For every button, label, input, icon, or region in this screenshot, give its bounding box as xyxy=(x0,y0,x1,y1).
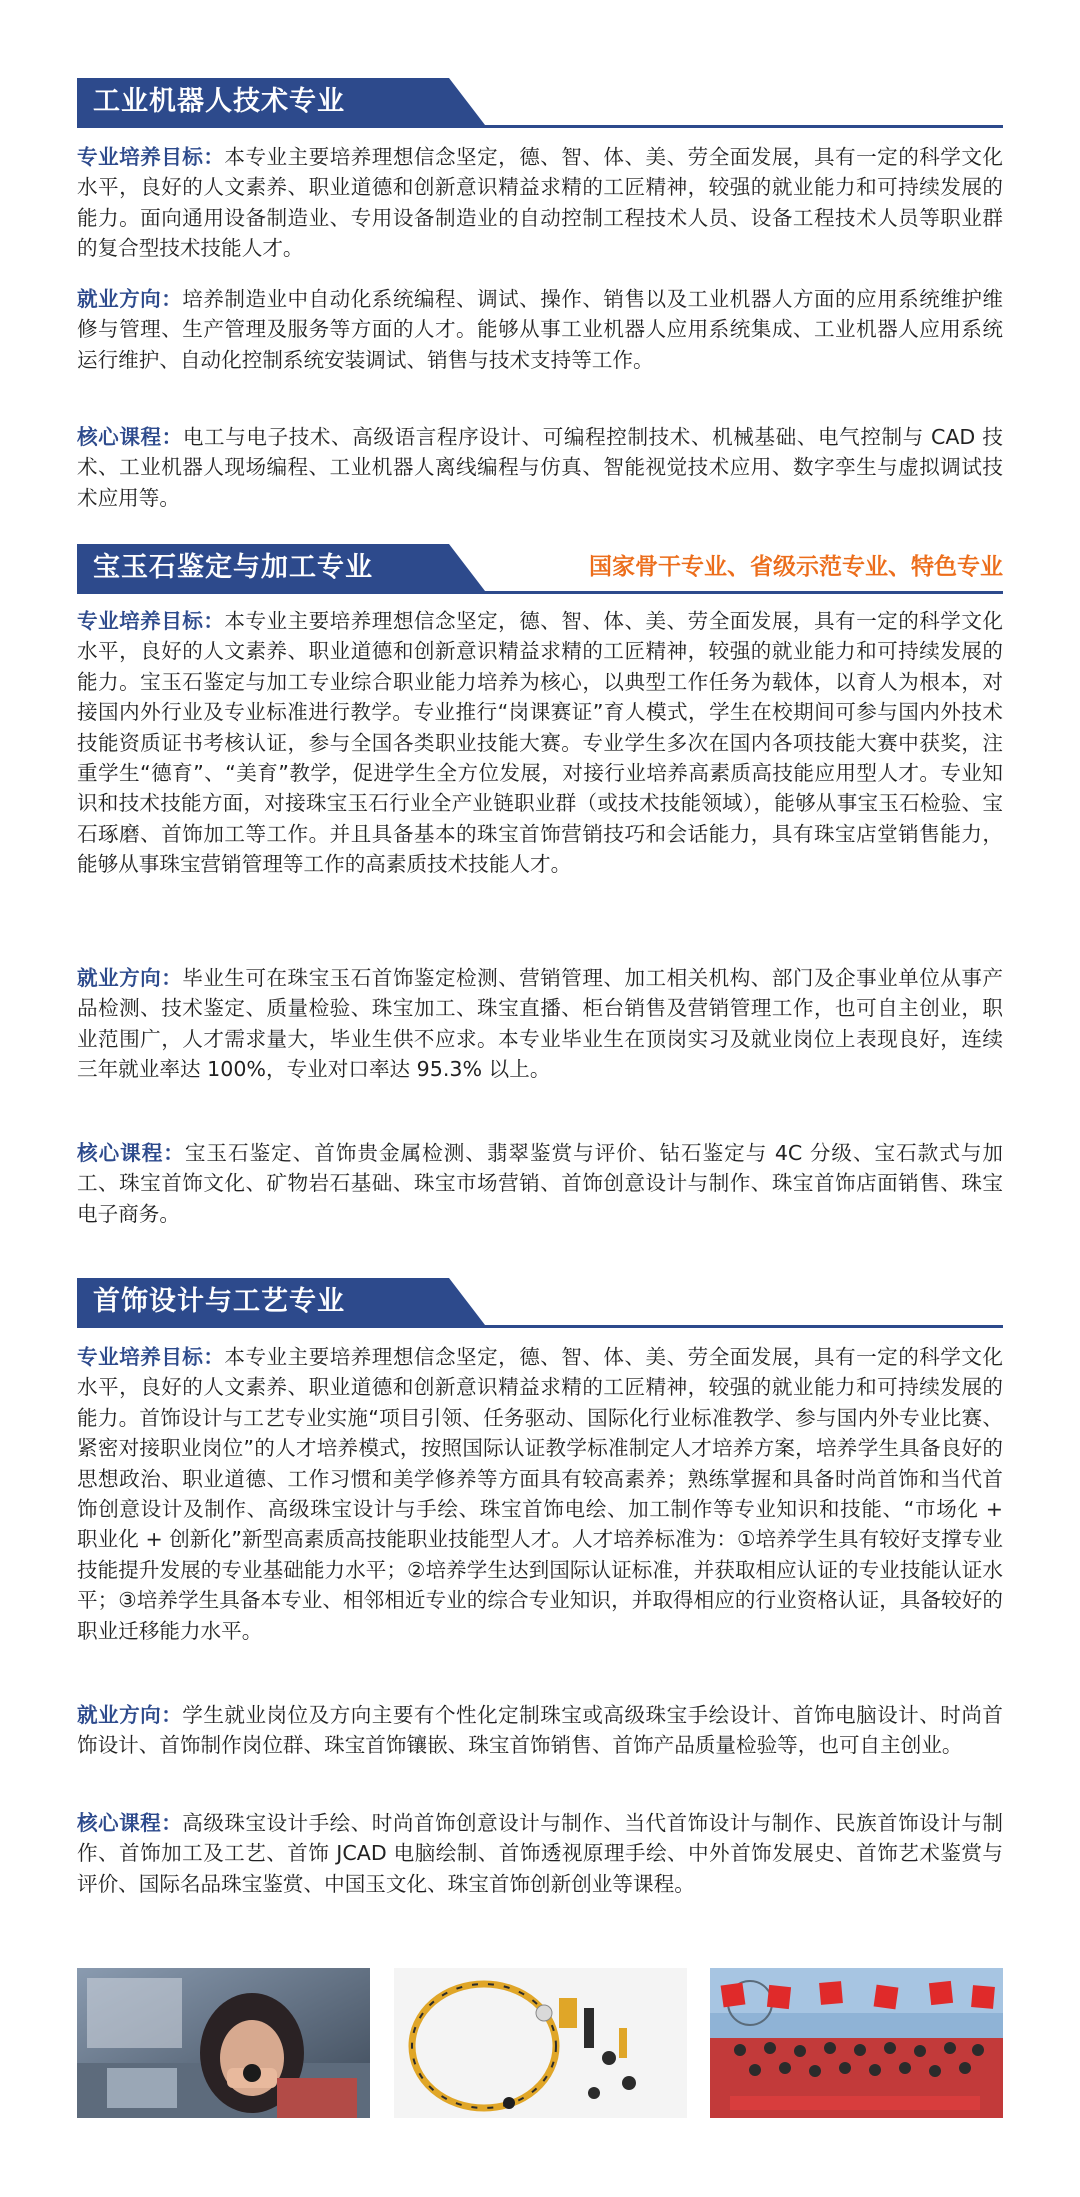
section-rule xyxy=(77,591,1003,594)
paragraph-training-goal xyxy=(77,606,1003,880)
paragraph-text: 毕业生可在珠宝玉石首饰鉴定检测、营销管理、加工相关机构、部门及企事业单位从事产品检测、技术鉴定、质量检验、珠宝加工、珠宝直播、柜台销售及营销管理工作，也可自主创业，职业范围广，人才需求量大，毕业生供不应求。本专业毕业生在顶岗实习及就业岗位上表现良好，连续三年就业率达 100%，专业对口率达 95.3% 以上。 xyxy=(77,966,1003,1082)
paragraph-employment xyxy=(77,284,1003,375)
paragraph-text: 学生就业岗位及方向主要有个性化定制珠宝或高级珠宝手绘设计、首饰电脑设计、时尚首饰设计、首饰制作岗位群、珠宝首饰镶嵌、珠宝首饰销售、首饰产品质量检验等，也可自主创业。 xyxy=(77,1703,1003,1758)
paragraph-text: 本专业主要培养理想信念坚定，德、智、体、美、劳全面发展，具有一定的科学文化水平，良好的人文素养、职业道德和创新意识精益求精的工匠精神，较强的就业能力和可持续发展的能力。面向通用设备制造业、专用设备制造业的自动控制工程技术人员、设备工程技术人员等职业群的复合型技术技能人才。 xyxy=(77,145,1004,261)
paragraph-label: 核心课程： xyxy=(77,1811,183,1835)
section-rule xyxy=(77,125,1003,128)
paragraph-text: 宝玉石鉴定、首饰贵金属检测、翡翠鉴赏与评价、钻石鉴定与 4C 分级、宝石款式与加工、珠宝首饰文化、矿物岩石基础、珠宝市场营销、首饰创意设计与制作、珠宝首饰店面销售、珠宝电子商务。 xyxy=(77,1141,1003,1226)
section-rule xyxy=(77,1325,1003,1328)
photo-group-event-graphic xyxy=(710,1968,1003,2118)
paragraph-label: 专业培养目标： xyxy=(77,1345,225,1369)
paragraph-label: 就业方向： xyxy=(77,966,183,990)
paragraph-text: 本专业主要培养理想信念坚定，德、智、体、美、劳全面发展，具有一定的科学文化水平，良好的人文素养、职业道德和创新意识精益求精的工匠精神，较强的就业能力和可持续发展的能力。宝玉石鉴定与加工专业综合职业能力培养为核心，以典型工作任务为载体，以育人为根本，对接国内外行业及专业标准进行教学。专业推行“岗课赛证”育人模式，学生在校期间可参与国内外技术技能资质证书考核认证，参与全国各类职业技能大赛。专业学生多次在国内各项技能大赛中获奖，注重学生“德育”、“美育”教学，促进学生全方位发展，对接行业培养高素质高技能应用型人才。专业知识和技术技能方面，对接珠宝玉石行业全产业链职业群（或技术技能领域），能够从事宝玉石检验、宝石琢磨、首饰加工等工作。并且具备基本的珠宝首饰营销技巧和会话能力，具有珠宝店堂销售能力，能够从事珠宝营销管理等工作的高素质技术技能人才。 xyxy=(77,609,1004,877)
paragraph-training-goal xyxy=(77,1342,1003,1646)
paragraph-label: 核心课程： xyxy=(77,425,183,449)
paragraph-core-courses xyxy=(77,1138,1003,1229)
section-title: 宝玉石鉴定与加工专业 xyxy=(93,552,373,583)
paragraph-core-courses xyxy=(77,1808,1003,1899)
section-header-industrial-robot xyxy=(77,78,1003,128)
section-title: 首饰设计与工艺专业 xyxy=(93,1286,345,1317)
paragraph-label: 核心课程： xyxy=(77,1141,185,1165)
section-tags: 国家骨干专业、省级示范专业、特色专业 xyxy=(589,554,1003,580)
paragraph-text: 电工与电子技术、高级语言程序设计、可编程控制技术、机械基础、电气控制与 CAD 技术、工业机器人现场编程、工业机器人离线编程与仿真、智能视觉技术应用、数字孪生与虚拟调试技术应用等。 xyxy=(77,425,1003,510)
paragraph-label: 就业方向： xyxy=(77,287,183,311)
section-title: 工业机器人技术专业 xyxy=(93,86,345,117)
paragraph-core-courses xyxy=(77,422,1003,513)
paragraph-label: 专业培养目标： xyxy=(77,145,225,169)
paragraph-text: 高级珠宝设计手绘、时尚首饰创意设计与制作、当代首饰设计与制作、民族首饰设计与制作、首饰加工及工艺、首饰 JCAD 电脑绘制、首饰透视原理手绘、中外首饰发展史、首饰艺术鉴赏与评价、国际名品珠宝鉴赏、中国玉文化、珠宝首饰创新创业等课程。 xyxy=(77,1811,1003,1896)
paragraph-training-goal xyxy=(77,142,1003,264)
photo-student-gem-inspection xyxy=(77,1968,370,2118)
paragraph-label: 专业培养目标： xyxy=(77,609,225,633)
photo-jewelry-necklace xyxy=(394,1968,687,2118)
paragraph-text: 本专业主要培养理想信念坚定，德、智、体、美、劳全面发展，具有一定的科学文化水平，良好的人文素养、职业道德和创新意识精益求精的工匠精神，较强的就业能力和可持续发展的能力。首饰设计与工艺专业实施“项目引领、任务驱动、国际化行业标准教学、参与国内外专业比赛、紧密对接职业岗位”的人才培养模式，按照国际认证教学标准制定人才培养方案，培养学生具备良好的思想政治、职业道德、工作习惯和美学修养等方面具有较高素养；熟练掌握和具备时尚首饰和当代首饰创意设计及制作、高级珠宝设计与手绘、珠宝首饰电绘、加工制作等专业知识和技能、“市场化 + 职业化 + 创新化”新型高素质高技能职业技能型人才。人才培养标准为：①培养学生具有较好支撑专业技能提升发展的专业基础能力水平；②培养学生达到国际认证标准，并获取相应认证的专业技能认证水平；③培养学生具备本专业、相邻相近专业的综合专业知识，并取得相应的行业资格认证，具备较好的职业迁移能力水平。 xyxy=(77,1345,1004,1643)
paragraph-label: 就业方向： xyxy=(77,1703,183,1727)
section-header-gemstone xyxy=(77,544,1003,594)
section-header-jewelry-design xyxy=(77,1278,1003,1328)
paragraph-employment xyxy=(77,1700,1003,1761)
photo-student-gem-inspection-graphic xyxy=(77,1968,370,2118)
paragraph-employment xyxy=(77,963,1003,1085)
photo-group-event xyxy=(710,1968,1003,2118)
photo-jewelry-necklace-graphic xyxy=(394,1968,687,2118)
paragraph-text: 培养制造业中自动化系统编程、调试、操作、销售以及工业机器人方面的应用系统维护维修与管理、生产管理及服务等方面的人才。能够从事工业机器人应用系统集成、工业机器人应用系统运行维护、自动化控制系统安装调试、销售与技术支持等工作。 xyxy=(77,287,1003,372)
